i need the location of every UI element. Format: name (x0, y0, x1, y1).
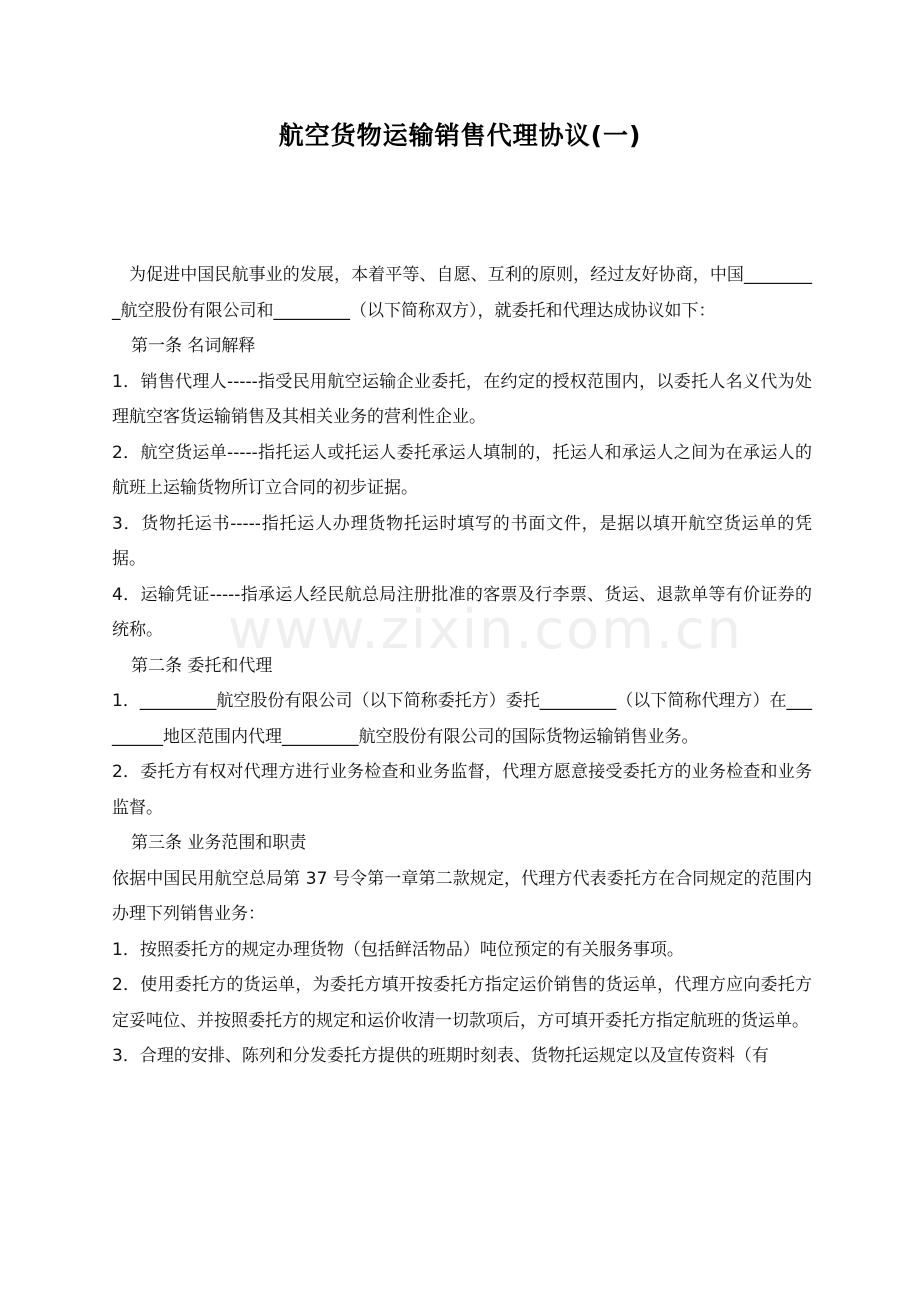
section-heading-2: 第二条 委托和代理 (131, 655, 273, 676)
clause-paragraph: 3．合理的安排、陈列和分发委托方提供的班期时刻表、货物托运规定以及宣传资料（有 (112, 1046, 769, 1066)
preamble-paragraph: 为促进中国民航事业的发展，本着平等、自愿、互利的原则，经过友好协商，中国_________航空股份有限公司和_________（以下简称双方），就委托和代理达成协议如下： (112, 265, 812, 321)
clause-paragraph: 2．委托方有权对代理方进行业务检查和业务监督，代理方愿意接受委托方的业务检查和业务监督。 (112, 762, 812, 818)
watermark: www.zixin.com.cn (228, 598, 743, 661)
clause-paragraph: 4．运输凭证-----指承运人经民航总局注册批准的客票及行李票、货运、退款单等有价证券的统称。 (112, 584, 812, 640)
clause-paragraph: 1．按照委托方的规定办理货物（包括鲜活物品）吨位预定的有关服务事项。 (112, 939, 684, 960)
clause-paragraph: 2．航空货运单-----指托运人或托运人委托承运人填制的，托运人和承运人之间为在承运人的航班上运输货物所订立合同的初步证据。 (112, 442, 812, 498)
clause-paragraph: 依据中国民用航空总局第 37 号令第一章第二款规定，代理方代表委托方在合同规定的范围内办理下列销售业务： (112, 868, 812, 924)
document-body (112, 258, 812, 1075)
clause-paragraph: 3．货物托运书-----指托运人办理货物托运时填写的书面文件，是据以填开航空货运单的凭据。 (112, 513, 812, 569)
document-title: 航空货物运输销售代理协议(一) (278, 121, 642, 150)
clause-paragraph: 2．使用委托方的货运单，为委托方填开按委托方指定运价销售的货运单，代理方应向委托方定妥吨位、并按照委托方的规定和运价收清一切款项后，方可填开委托方指定航班的货运单。 (112, 975, 812, 1031)
section-heading-1: 第一条 名词解释 (131, 336, 256, 356)
clause-paragraph: 1．_________航空股份有限公司（以下简称委托方）委托_________（以下简称代理方）在_________地区范围内代理_________航空股份有限公司的国际货物运输销售业务。 (112, 691, 812, 747)
clause-paragraph: 1．销售代理人-----指受民用航空运输企业委托，在约定的授权范围内，以委托人名义代为处理航空客货运输销售及其相关业务的营利性企业。 (112, 371, 812, 427)
section-heading-3: 第三条 业务范围和职责 (131, 833, 307, 853)
